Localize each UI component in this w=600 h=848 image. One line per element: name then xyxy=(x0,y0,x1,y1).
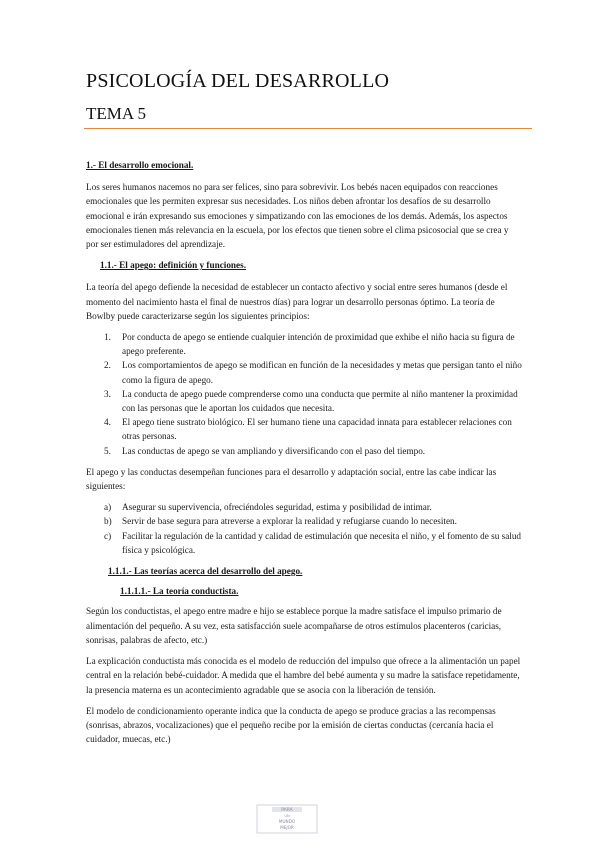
list-item: a) Asegurar su supervivencia, ofreciéndoles seguridad, estima y posibilidad de intimar. xyxy=(104,502,432,513)
paragraph: Los seres humanos nacemos no para ser felices, sino para sobrevivir. Los bebés nacen equipados con reacciones emocionales que les permiten expresar sus necesidades. Los niños deben afrontar los desafíos de su desarrollo emocional e irán expresando sus emociones y simpatizando con las emociones de los demás. Además, los aspectos emocionales tienen más relevancia en la escuela, por los efectos que tienen sobre el clima psicosocial que se crea y por ser estimuladores del aprendizaje. xyxy=(86,182,509,250)
paragraph: La explicación conductista más conocida es el modelo de reducción del impulso que ofrece a la alimentación un papel central en la relación bebé-cuidador. A medida que el hambre del bebé aumenta y su madre la satisface repetidamente, la presencia materna es un acontecimiento agradable que se asocia con la liberación de tensión. xyxy=(86,656,521,695)
functions-list xyxy=(86,500,522,557)
list-item: b) Servir de base segura para atreverse a explorar la realidad y refugiarse cuando lo necesiten. xyxy=(104,516,457,527)
document-title: PSICOLOGÍA DEL DESARROLLO xyxy=(86,70,390,92)
list-item: 4. El apego tiene sustrato biológico. El ser humano tiene una capacidad innata para establecer relaciones con otras personas. xyxy=(104,417,512,442)
section-heading-1-1: 1.1.- El apego: definición y funciones. xyxy=(100,260,246,271)
document-body xyxy=(86,158,522,753)
logo-text-3: MUNDO xyxy=(278,819,296,824)
list-item: 2. Los comportamientos de apego se modifican en función de la necesidades y metas que persigan tanto el niño como la figura de apego. xyxy=(104,360,522,385)
list-item: 1. Por conducta de apego se entiende cualquier intención de proximidad que exhibe el niño hacia su figura de apego preferente. xyxy=(104,332,515,357)
paragraph: El modelo de condicionamiento operante indica que la conducta de apego se produce gracias a las recompensas (sonrisas, abrazos, vocalizaciones) que el pequeño recibe por la emisión de ciertas conductas (cercanía hacia el cuidador, muecas, etc.) xyxy=(86,705,496,745)
document-subtitle: TEMA 5 xyxy=(86,104,146,123)
logo-text-4: MEJOR xyxy=(280,825,294,830)
list-item: c) Facilitar la regulación de la cantidad y calidad de estimulación que necesita el niño, y el fomento de su salud física y psicológica. xyxy=(104,530,522,555)
logo-text-1: PARA xyxy=(281,808,293,814)
title-underline xyxy=(84,128,532,129)
paragraph: La teoría del apego defiende la necesidad de establecer un contacto afectivo y social entre seres humanos (desde el momento del nacimiento hasta el final de nuestros días) para lograr un desarrollo personas óptimo. La teoría de Bowlby puede caracterizarse según los siguientes principios: xyxy=(86,282,508,321)
principles-list xyxy=(86,330,522,458)
list-item: 5. Las conductas de apego se van ampliando y diversificando con el paso del tiempo. xyxy=(104,445,426,456)
paragraph: Según los conductistas, el apego entre madre e hijo se establece porque la madre satisface el impulso primario de alimentación del pequeño. A su vez, esta satisfacción suele acompañarse de otros estímulos placenteros (caricias, sonrisas, palabras de afecto, etc.) xyxy=(86,606,502,645)
section-heading-1: 1.- El desarrollo emocional. xyxy=(86,160,194,170)
paragraph: El apego y las conductas desempeñan funciones para el desarrollo y adaptación social, entre las cabe indicar las siguientes: xyxy=(86,466,497,492)
logo-text-2: UN xyxy=(284,814,290,818)
list-item: 3. La conducta de apego puede comprenderse como una conducta que permite al niño mantener la proximidad con las personas que le aportan los cuidados que necesita. xyxy=(104,388,518,414)
section-heading-1-1-1-1: 1.1.1.1.- La teoría conductista. xyxy=(120,586,239,597)
watermark-logo-icon xyxy=(256,804,318,834)
section-heading-1-1-1: 1.1.1.- Las teorías acerca del desarrollo del apego. xyxy=(108,566,303,577)
